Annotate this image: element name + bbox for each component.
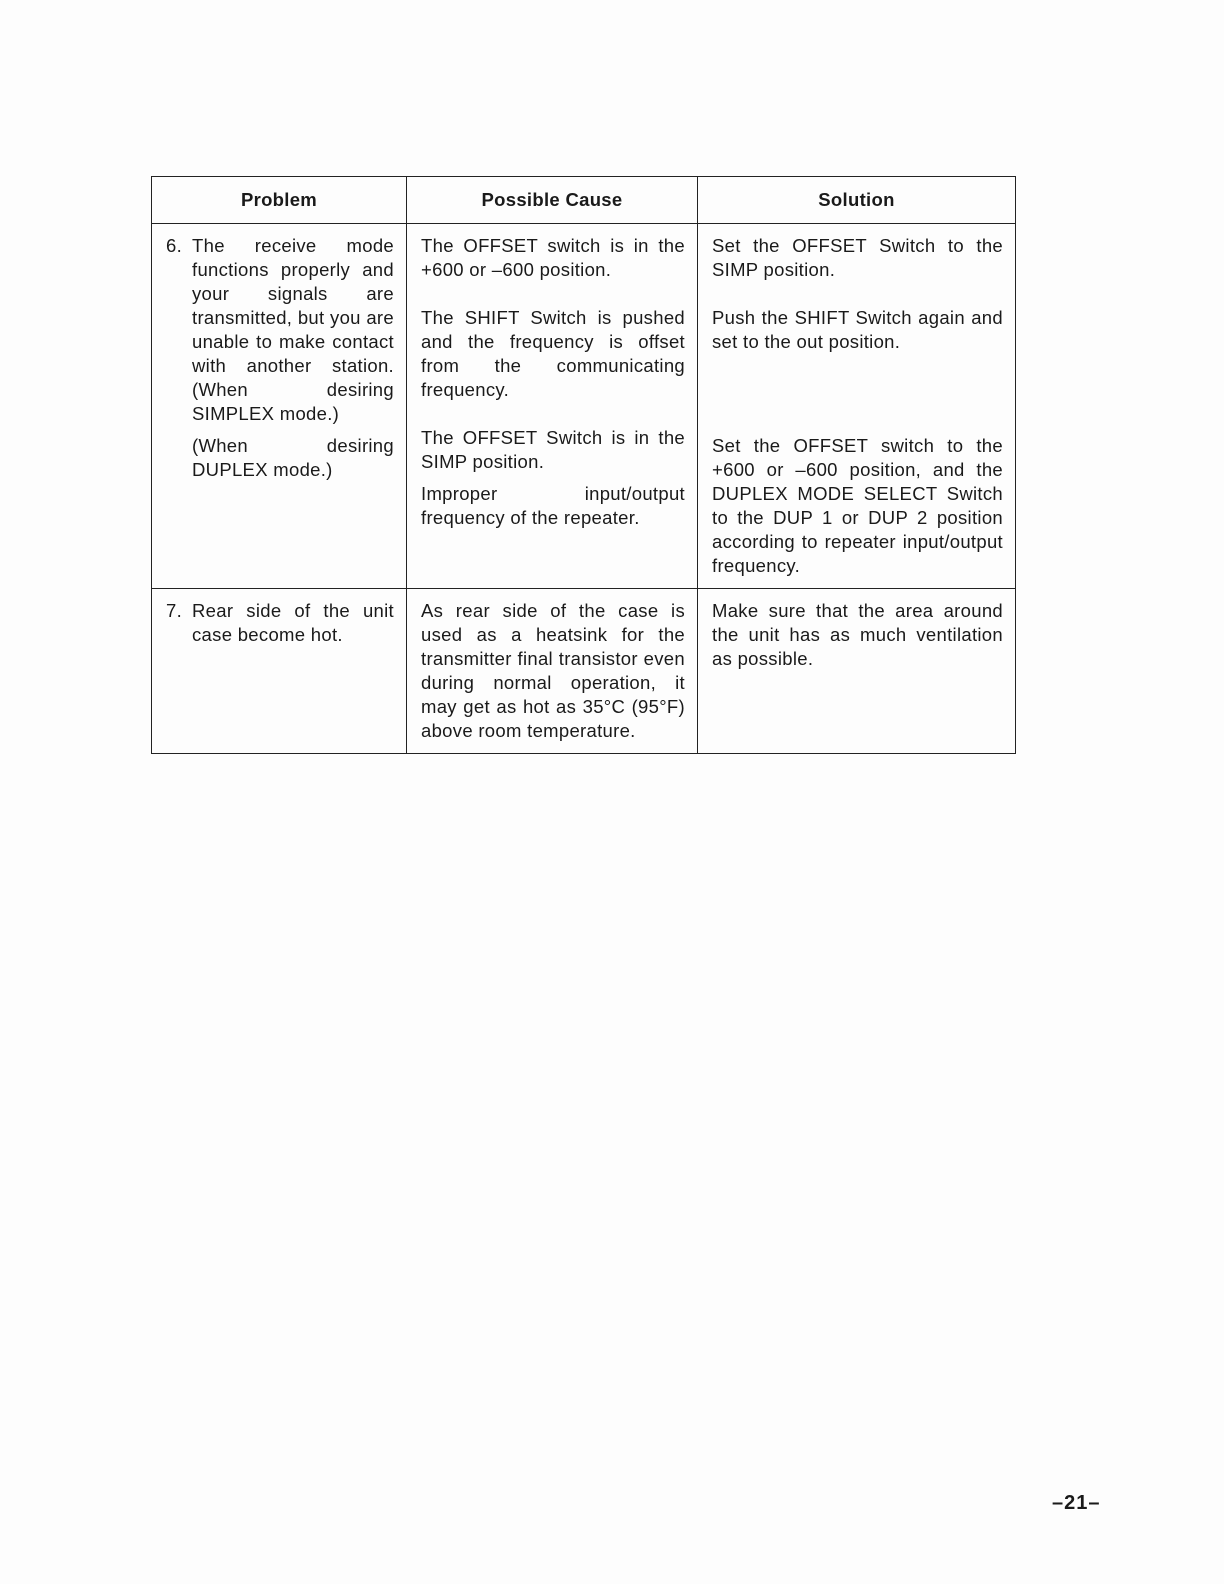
problem-cell — [152, 589, 407, 754]
table-row — [152, 589, 1016, 754]
problem-item — [166, 599, 394, 647]
header-solution: Solution — [698, 177, 1016, 224]
problem-cell — [152, 224, 407, 589]
problem-text: (When desiring DUPLEX mode.) — [192, 435, 394, 480]
solution-text: Set the OFFSET switch to the +600 or –600 position, and the DUPLEX MODE SELECT Switch to the DUP 1 or DUP 2 position according to repeater input/output frequency. — [712, 435, 1003, 576]
problem-number: 6. — [166, 235, 183, 256]
cause-cell — [407, 224, 698, 589]
cause-text: The OFFSET Switch is in the SIMP position. — [421, 427, 685, 472]
table-row — [152, 224, 1016, 589]
header-possible-cause: Possible Cause — [407, 177, 698, 224]
header-problem: Problem — [152, 177, 407, 224]
cause-text: The SHIFT Switch is pushed and the frequency is offset from the communicating frequency. — [421, 307, 685, 400]
solution-text: Set the OFFSET Switch to the SIMP position. — [712, 235, 1003, 280]
problem-item — [166, 234, 394, 482]
solution-cell — [698, 224, 1016, 589]
solution-text: Make sure that the area around the unit has as much ventilation as possible. — [712, 600, 1003, 669]
troubleshooting-table — [151, 176, 1016, 754]
solution-text: Push the SHIFT Switch again and set to the out position. — [712, 307, 1003, 352]
page-number: –21– — [1052, 1492, 1101, 1514]
cause-text: Improper input/output frequency of the repeater. — [421, 483, 685, 528]
table-header-row — [152, 177, 1016, 224]
cause-text: The OFFSET switch is in the +600 or –600 position. — [421, 235, 685, 280]
cause-cell — [407, 589, 698, 754]
cause-text: As rear side of the case is used as a heatsink for the transmitter final transistor even during normal operation, it may get as hot as 35°C (95°F) above room temperature. — [421, 600, 685, 741]
problem-text: Rear side of the unit case become hot. — [192, 600, 394, 645]
problem-number: 7. — [166, 600, 183, 621]
solution-cell — [698, 589, 1016, 754]
problem-text: The receive mode functions properly and your signals are transmitted, but you are unable to make contact with another station. (When desiring SIMPLEX mode.) — [192, 235, 394, 424]
